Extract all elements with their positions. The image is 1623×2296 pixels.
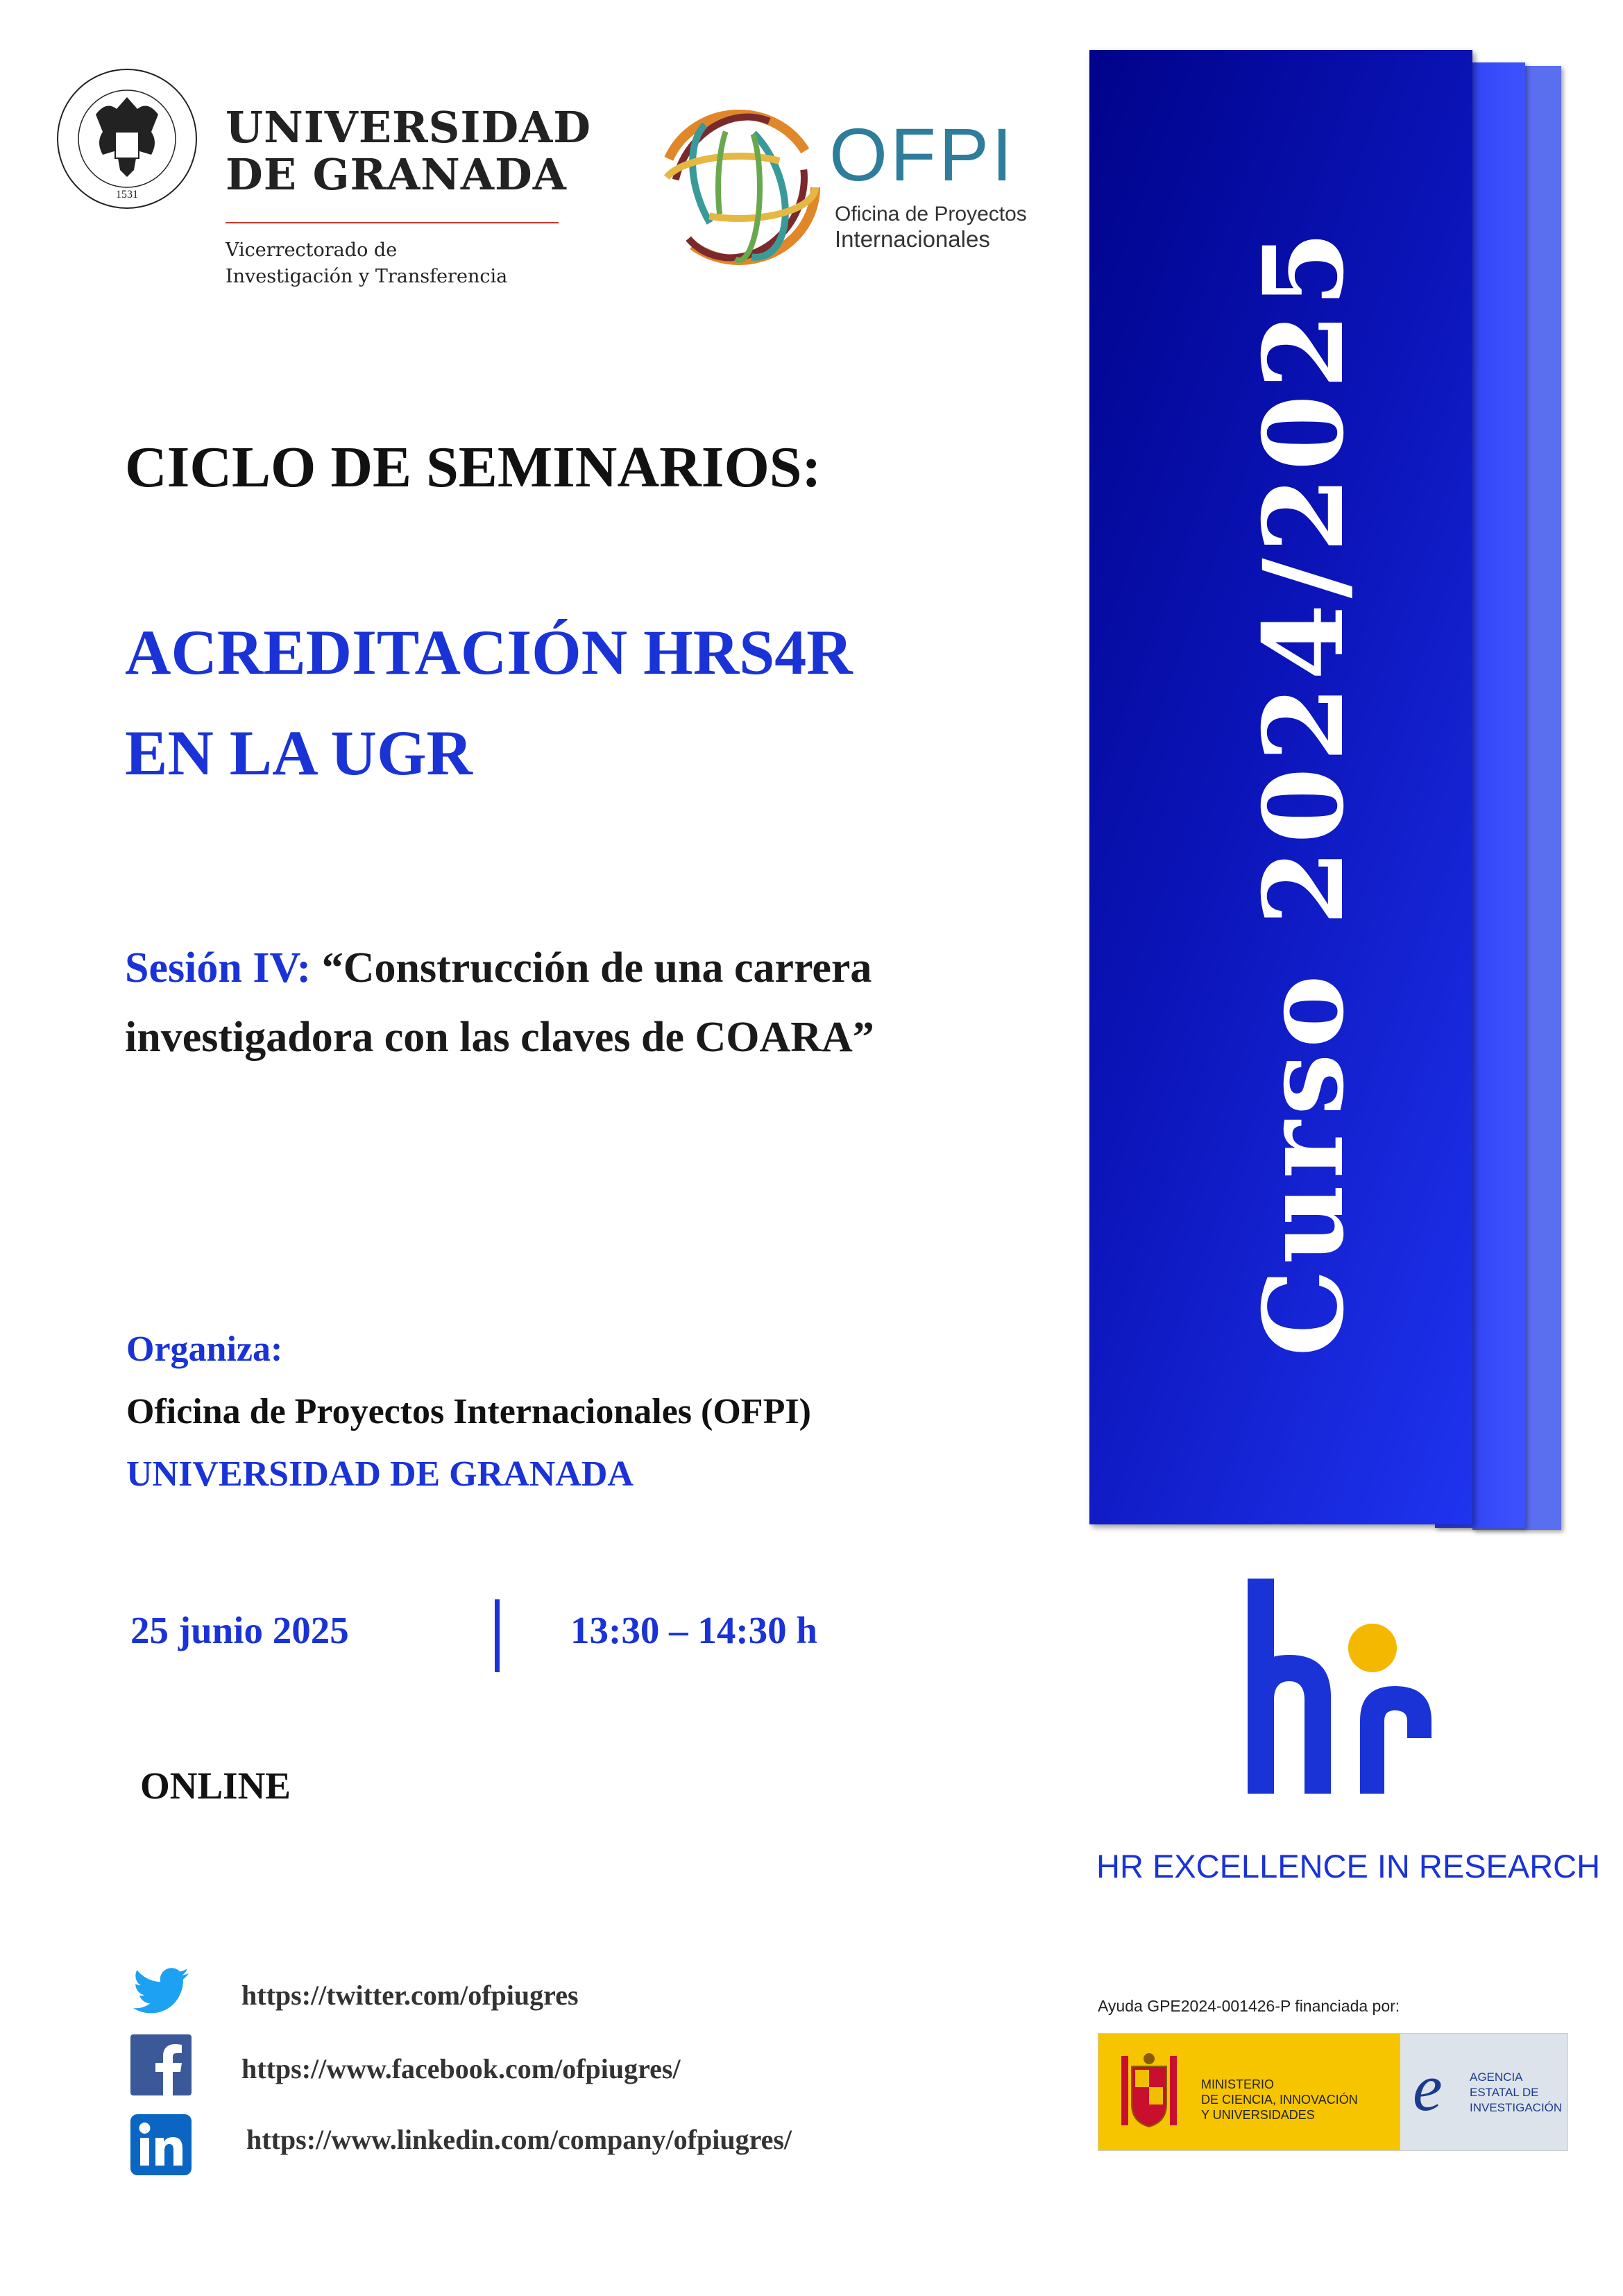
agency-mark: e xyxy=(1413,2050,1443,2125)
series-title-line2: EN LA UGR xyxy=(125,717,473,788)
session-label: Sesión IV: xyxy=(125,944,312,992)
session-name: “Construcción de una carrera investigadora con las claves de COARA” xyxy=(125,944,874,1061)
vice-rectorate xyxy=(226,237,507,290)
university-name-line1: UNIVERSIDAD xyxy=(226,102,592,153)
ofpi-subtitle-line2: Internacionales xyxy=(835,226,990,252)
vice-rectorate-line2: Investigación y Transferencia xyxy=(226,266,508,287)
event-mode: ONLINE xyxy=(140,1764,291,1807)
ofpi-subtitle-line1: Oficina de Proyectos xyxy=(835,203,1027,226)
series-title-line1: ACREDITACIÓN HRS4R xyxy=(125,617,853,688)
spain-coat-of-arms-icon xyxy=(1118,2049,1180,2132)
funding-statement: Ayuda GPE2024-001426-P financiada por: xyxy=(1098,1997,1400,2015)
facebook-link[interactable]: https://www.facebook.com/ofpiugres/ xyxy=(241,2053,681,2084)
agency-name-line3: INVESTIGACIÓN xyxy=(1470,2101,1563,2114)
hr-excellence-logo xyxy=(1241,1572,1442,1801)
agency-name-line2: ESTATAL DE xyxy=(1470,2086,1539,2099)
linkedin-icon[interactable] xyxy=(129,2113,193,2177)
organizer-university: UNIVERSIDAD DE GRANADA xyxy=(126,1454,634,1494)
course-year: Curso 2024/2025 xyxy=(1240,225,1368,1357)
vice-rectorate-line1: Vicerrectorado de xyxy=(226,239,398,261)
organizer-label: Organiza: xyxy=(126,1329,283,1369)
ugr-seal-logo xyxy=(54,66,200,212)
facebook-icon[interactable] xyxy=(129,2033,193,2097)
university-name xyxy=(226,104,591,198)
ofpi-globe-logo xyxy=(649,101,829,274)
header-divider xyxy=(226,222,559,223)
ministry-name-line1: MINISTERIO xyxy=(1201,2077,1275,2091)
ministry-name-line3: Y UNIVERSIDADES xyxy=(1201,2108,1315,2122)
funding-logos xyxy=(1098,2033,1568,2151)
date-time-divider xyxy=(495,1599,500,1672)
ministry-name xyxy=(1201,2077,1358,2123)
university-name-line2: DE GRANADA xyxy=(226,149,567,200)
ministry-logo xyxy=(1098,2034,1400,2150)
agency-name-line1: AGENCIA xyxy=(1470,2070,1523,2084)
ofpi-wordmark: OFPI xyxy=(829,112,1016,196)
linkedin-link[interactable]: https://www.linkedin.com/company/ofpiugres/ xyxy=(246,2124,792,2155)
event-time: 13:30 – 14:30 h xyxy=(570,1609,817,1651)
event-date: 25 junio 2025 xyxy=(130,1609,349,1651)
ministry-name-line2: DE CIENCIA, INNOVACIÓN xyxy=(1201,2093,1358,2107)
twitter-link[interactable]: https://twitter.com/ofpiugres xyxy=(241,1980,579,2011)
twitter-icon[interactable] xyxy=(129,1961,193,2025)
organizer-office: Oficina de Proyectos Internacionales (OFPI) xyxy=(126,1392,811,1431)
series-heading: CICLO DE SEMINARIOS: xyxy=(125,435,822,500)
agency-logo xyxy=(1400,2034,1567,2150)
series-title xyxy=(125,602,853,803)
session-title xyxy=(125,933,1082,1072)
seal-year: 1531 xyxy=(116,189,138,201)
hr-tagline: HR EXCELLENCE IN RESEARCH xyxy=(1096,1848,1601,1885)
agency-name xyxy=(1470,2070,1562,2116)
